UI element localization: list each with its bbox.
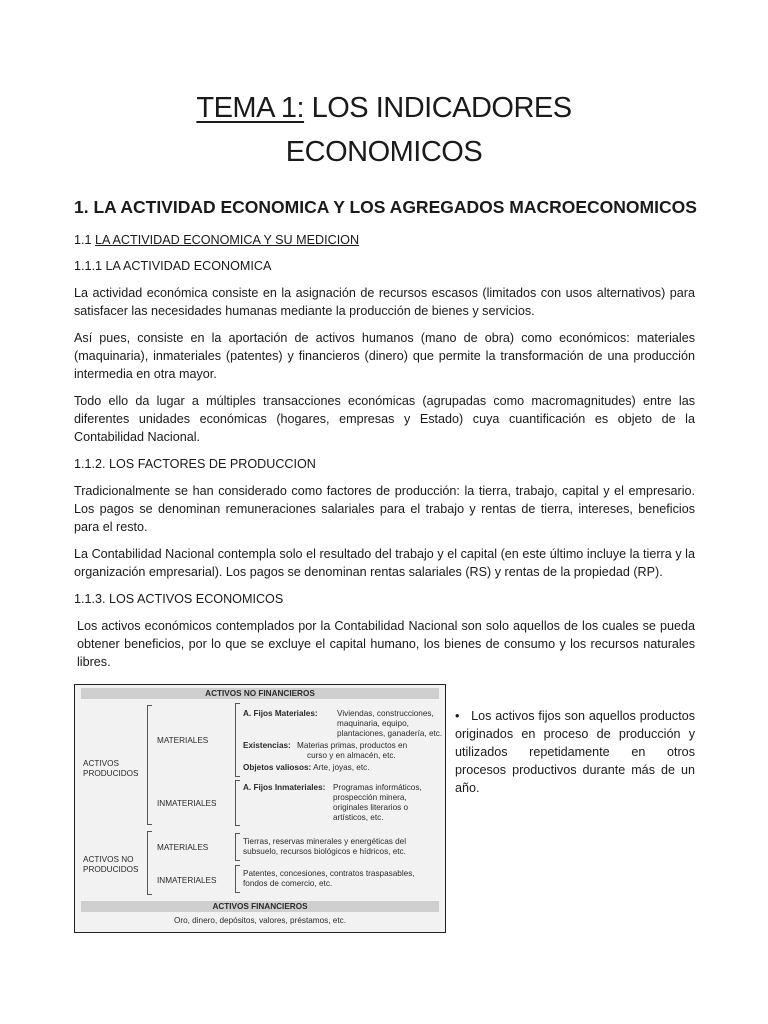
patentes-line-2: fondos de comercio, etc. bbox=[243, 879, 333, 888]
label-materiales: MATERIALES bbox=[157, 736, 209, 745]
brace-inmateriales bbox=[235, 780, 240, 826]
objetos-valiosos-text: Arte, joyas, etc. bbox=[313, 763, 370, 772]
title-line2: ECONOMICOS bbox=[285, 136, 483, 168]
paragraph-6: Los activos económicos contemplados por la Contabilidad Nacional son solo aquellos de los cuales se pueda obtener beneficios, por lo que se excluye el capital humano, los bienes de consumo y los recursos naturales libres. bbox=[77, 619, 695, 669]
figure-header-financieros: ACTIVOS FINANCIEROS bbox=[212, 902, 308, 911]
fijos-materiales-line-1: Viviendas, construcciones, bbox=[337, 709, 434, 718]
subsection-1-1 bbox=[74, 231, 359, 249]
fijos-materiales-line-3: plantaciones, ganadería, etc. bbox=[337, 729, 443, 738]
bullet-marker: • bbox=[455, 709, 460, 723]
label-activos-no-producidos-1: ACTIVOS NO bbox=[83, 855, 134, 864]
activos-fijos-text: Los activos fijos son aquellos productos originados en proceso de producción y utilizados repetidamente en otros procesos productivos durante más de un año. bbox=[455, 709, 695, 795]
fijos-materiales-line-2: maquinaria, equipo, bbox=[337, 719, 409, 728]
title-prefix: TEMA 1: bbox=[196, 92, 305, 124]
paragraph-2: Así pues, consiste en la aportación de activos humanos (mano de obra) como económicos: materiales (maquinaria), inmateriales (patentes) y financieros (dinero) que permite la transformación de una producción intermedia en otra mayor. bbox=[74, 331, 695, 381]
brace-inmateriales-no-producidos bbox=[235, 865, 240, 893]
tierras-line-2: subsuelo, recursos biológicos e hídricos, etc. bbox=[243, 847, 406, 856]
fijos-materiales-label: A. Fijos Materiales: bbox=[243, 709, 318, 718]
title-rest: LOS INDICADORES bbox=[304, 92, 572, 124]
subsection-1-1-number: 1.1 bbox=[74, 233, 96, 247]
existencias-label: Existencias: bbox=[243, 741, 291, 750]
financieros-text: Oro, dinero, depósitos, valores, préstamos, etc. bbox=[173, 916, 347, 925]
brace-materiales bbox=[235, 703, 240, 777]
paragraph-4: Tradicionalmente se han considerado como factores de producción: la tierra, trabajo, capital y el empresario. Los pagos se denominan remuneraciones salariales para el trabajo y rentas de tierra, intereses, beneficios para el resto. bbox=[74, 484, 695, 534]
fijos-inmateriales-line-4: artísticos, etc. bbox=[333, 813, 384, 822]
label-materiales-no-producidos: MATERIALES bbox=[157, 843, 209, 852]
subsection-1-1-2: 1.1.2. LOS FACTORES DE PRODUCCION bbox=[74, 457, 316, 471]
fijos-inmateriales-line-2: prospección minera, bbox=[333, 793, 407, 802]
paragraph-3: Todo ello da lugar a múltiples transacciones económicas (agrupadas como macromagnitudes) entre las diferentes unidades económicas (hogares, empresas y Estado) cuya cuantificación es objeto de la Contabilidad Nacional. bbox=[74, 394, 695, 444]
activos-fijos-note bbox=[455, 707, 695, 797]
paragraph-5: La Contabilidad Nacional contempla solo el resultado del trabajo y el capital (en este último incluye la tierra y la organización empresarial). Los pagos se denominan rentas salariales (RS) y rentas de la propiedad (RP). bbox=[74, 547, 695, 579]
label-activos-producidos-1: ACTIVOS bbox=[83, 759, 119, 768]
page-title bbox=[0, 86, 768, 174]
brace-materiales-no-producidos bbox=[235, 833, 240, 861]
fijos-inmateriales-line-3: originales literarios o bbox=[333, 803, 409, 812]
section-heading-1: 1. LA ACTIVIDAD ECONOMICA Y LOS AGREGADOS MACROECONOMICOS bbox=[74, 197, 697, 217]
existencias-line-2: curso y en almacén, etc. bbox=[307, 751, 396, 760]
subsection-1-1-3: 1.1.3. LOS ACTIVOS ECONOMICOS bbox=[74, 592, 284, 606]
objetos-valiosos-label: Objetos valiosos: bbox=[243, 763, 312, 772]
label-inmateriales: INMATERIALES bbox=[157, 799, 217, 808]
subsection-1-1-1: 1.1.1 LA ACTIVIDAD ECONOMICA bbox=[74, 259, 272, 273]
tierras-line-1: Tierras, reservas minerales y energéticas del bbox=[243, 837, 407, 846]
label-inmateriales-no-producidos: INMATERIALES bbox=[157, 876, 217, 885]
brace-producidos bbox=[147, 705, 152, 825]
brace-no-producidos bbox=[147, 831, 152, 895]
activos-classification-figure bbox=[74, 684, 446, 933]
label-activos-no-producidos-2: PRODUCIDOS bbox=[83, 865, 139, 874]
patentes-line-1: Patentes, concesiones, contratos traspasables, bbox=[243, 869, 415, 878]
paragraph-1: La actividad económica consiste en la asignación de recursos escasos (limitados con usos alternativos) para satisfacer las necesidades humanas mediante la producción de bienes y servicios. bbox=[74, 286, 695, 318]
existencias-line-1: Materias primas, productos en bbox=[297, 741, 408, 750]
fijos-inmateriales-line-1: Programas informáticos, bbox=[333, 783, 422, 792]
subsection-1-1-label: LA ACTIVIDAD ECONOMICA Y SU MEDICION bbox=[95, 233, 360, 247]
fijos-inmateriales-label: A. Fijos Inmateriales: bbox=[243, 783, 326, 792]
label-activos-producidos-2: PRODUCIDOS bbox=[83, 769, 139, 778]
figure-header-no-financieros: ACTIVOS NO FINANCIEROS bbox=[205, 689, 315, 698]
